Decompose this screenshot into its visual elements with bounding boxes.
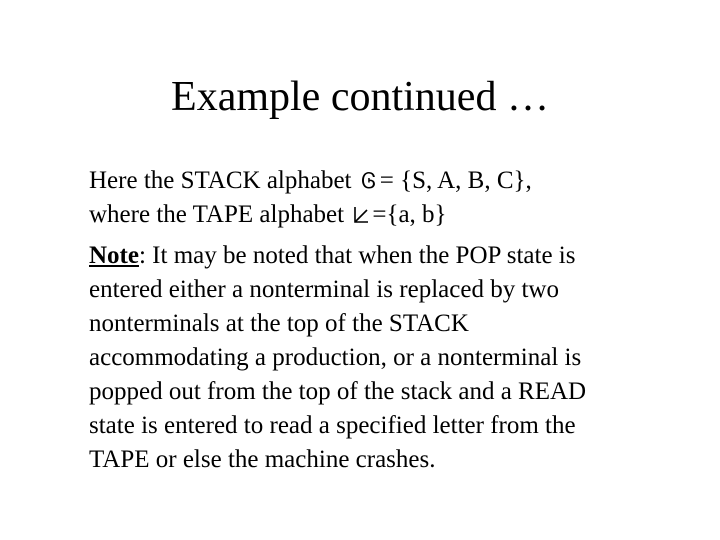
note-line-1 <box>89 239 689 273</box>
tape-alphabet-text: where the TAPE alphabet <box>89 201 351 228</box>
note-label: Note <box>89 242 139 269</box>
note-line-7: TAPE or else the machine crashes. <box>89 446 436 473</box>
note-line-6: state is entered to read a specified letter from the <box>89 412 576 439</box>
stack-alphabet-paragraph <box>89 164 689 232</box>
note-line-3: nonterminals at the top of the STACK <box>89 310 469 337</box>
slide-title: Example continued … <box>171 74 549 120</box>
note-paragraph <box>89 239 689 477</box>
stack-alphabet-set: = {S, A, B, C}, <box>379 167 532 194</box>
tape-alphabet-set: ={a, b} <box>372 201 447 228</box>
gamma-symbol-icon: Ꮆ <box>361 169 377 193</box>
stack-alphabet-line <box>89 164 689 198</box>
note-line-5: popped out from the top of the stack and a READ <box>89 378 587 405</box>
sigma-symbol-icon <box>350 198 372 232</box>
tape-alphabet-line <box>89 198 689 232</box>
note-line-4: accommodating a production, or a nonterminal is <box>89 344 582 371</box>
note-line-2: entered either a nonterminal is replaced by two <box>89 276 559 303</box>
note-text-1: : It may be noted that when the POP state is <box>138 242 576 269</box>
stack-alphabet-text: Here the STACK alphabet <box>89 167 358 194</box>
